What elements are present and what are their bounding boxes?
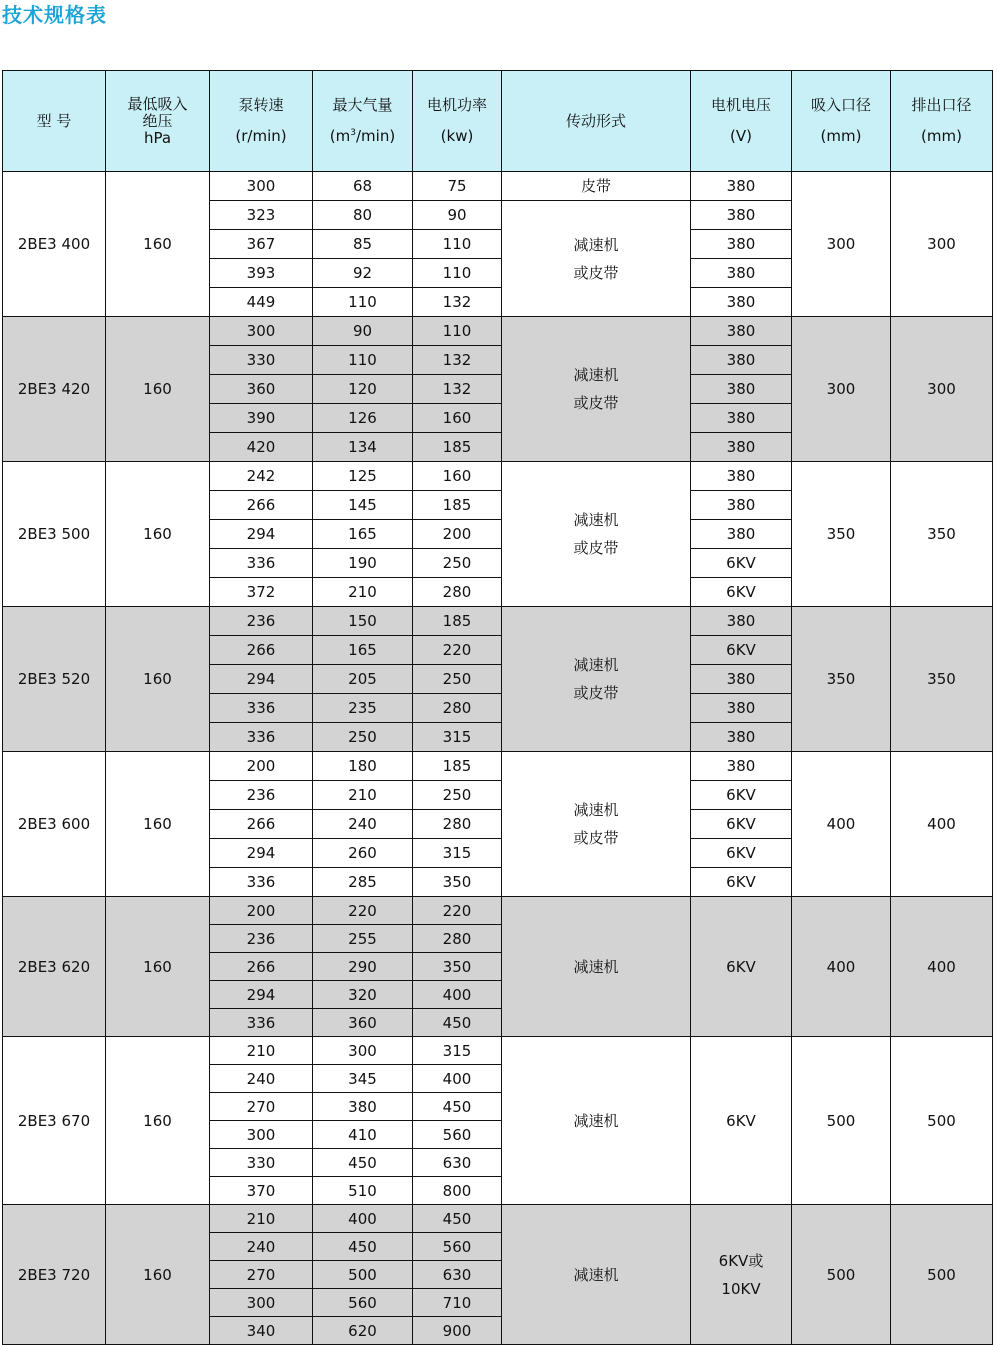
airflow-cell: 90 bbox=[313, 317, 413, 346]
drive-cell bbox=[502, 752, 691, 897]
airflow-cell: 255 bbox=[313, 925, 413, 953]
drive-cell bbox=[502, 317, 691, 462]
airflow-cell: 510 bbox=[313, 1177, 413, 1205]
speed-cell: 449 bbox=[210, 288, 313, 317]
model-cell: 2BE3 600 bbox=[3, 752, 106, 897]
speed-cell: 266 bbox=[210, 810, 313, 839]
voltage-cell-line: 380 bbox=[726, 496, 756, 514]
model-cell: 2BE3 620 bbox=[3, 897, 106, 1037]
voltage-cell bbox=[691, 259, 792, 288]
table-row bbox=[3, 897, 993, 925]
speed-cell: 336 bbox=[210, 723, 313, 752]
power-cell: 315 bbox=[413, 839, 502, 868]
speed-cell: 330 bbox=[210, 346, 313, 375]
drive-cell-line: 或皮带 bbox=[573, 684, 619, 702]
drive-cell-line: 或皮带 bbox=[573, 539, 619, 557]
model-cell: 2BE3 400 bbox=[3, 172, 106, 317]
model-cell: 2BE3 500 bbox=[3, 462, 106, 607]
airflow-cell: 400 bbox=[313, 1205, 413, 1233]
header-inlet: 吸入口径 (mm) bbox=[792, 71, 891, 172]
voltage-cell bbox=[691, 868, 792, 897]
airflow-cell: 126 bbox=[313, 404, 413, 433]
speed-cell: 323 bbox=[210, 201, 313, 230]
voltage-cell bbox=[691, 897, 792, 1037]
voltage-cell-line: 6KV bbox=[726, 554, 756, 572]
voltage-cell bbox=[691, 665, 792, 694]
voltage-cell bbox=[691, 433, 792, 462]
power-cell: 280 bbox=[413, 694, 502, 723]
page-title: 技术规格表 bbox=[2, 3, 107, 27]
power-cell: 560 bbox=[413, 1121, 502, 1149]
outlet-cell: 500 bbox=[891, 1205, 993, 1345]
outlet-cell: 400 bbox=[891, 752, 993, 897]
voltage-cell bbox=[691, 520, 792, 549]
speed-cell: 300 bbox=[210, 172, 313, 201]
voltage-cell-line: 380 bbox=[726, 699, 756, 717]
airflow-cell: 190 bbox=[313, 549, 413, 578]
voltage-cell-line: 380 bbox=[726, 322, 756, 340]
inlet-cell: 500 bbox=[792, 1037, 891, 1205]
speed-cell: 372 bbox=[210, 578, 313, 607]
min-pressure-cell: 160 bbox=[106, 752, 210, 897]
power-cell: 900 bbox=[413, 1317, 502, 1345]
airflow-cell: 110 bbox=[313, 288, 413, 317]
power-cell: 185 bbox=[413, 607, 502, 636]
power-cell: 185 bbox=[413, 491, 502, 520]
voltage-cell-line: 380 bbox=[726, 728, 756, 746]
airflow-cell: 68 bbox=[313, 172, 413, 201]
model-cell: 2BE3 720 bbox=[3, 1205, 106, 1345]
airflow-cell: 300 bbox=[313, 1037, 413, 1065]
power-cell: 132 bbox=[413, 288, 502, 317]
power-cell: 450 bbox=[413, 1205, 502, 1233]
power-cell: 160 bbox=[413, 462, 502, 491]
airflow-cell: 410 bbox=[313, 1121, 413, 1149]
power-cell: 132 bbox=[413, 375, 502, 404]
drive-cell-line: 或皮带 bbox=[573, 263, 619, 282]
power-cell: 250 bbox=[413, 781, 502, 810]
inlet-cell: 400 bbox=[792, 752, 891, 897]
voltage-cell-line: 380 bbox=[726, 293, 756, 311]
speed-cell: 270 bbox=[210, 1093, 313, 1121]
voltage-cell bbox=[691, 375, 792, 404]
voltage-cell-line: 6KV bbox=[726, 786, 756, 804]
outlet-cell: 500 bbox=[891, 1037, 993, 1205]
voltage-cell bbox=[691, 346, 792, 375]
power-cell: 710 bbox=[413, 1289, 502, 1317]
power-cell: 185 bbox=[413, 752, 502, 781]
power-cell: 110 bbox=[413, 230, 502, 259]
voltage-cell-line: 10KV bbox=[721, 1279, 761, 1298]
drive-cell-line: 或皮带 bbox=[573, 829, 619, 847]
drive-cell bbox=[502, 201, 691, 317]
airflow-cell: 450 bbox=[313, 1149, 413, 1177]
voltage-cell bbox=[691, 288, 792, 317]
airflow-cell: 290 bbox=[313, 953, 413, 981]
drive-cell-line: 皮带 bbox=[580, 177, 611, 195]
speed-cell: 240 bbox=[210, 1065, 313, 1093]
voltage-cell bbox=[691, 1205, 792, 1345]
voltage-cell bbox=[691, 230, 792, 259]
voltage-cell-line: 380 bbox=[726, 438, 756, 456]
airflow-cell: 150 bbox=[313, 607, 413, 636]
airflow-cell: 450 bbox=[313, 1233, 413, 1261]
model-cell: 2BE3 670 bbox=[3, 1037, 106, 1205]
voltage-cell bbox=[691, 462, 792, 491]
voltage-cell bbox=[691, 1037, 792, 1205]
voltage-cell bbox=[691, 607, 792, 636]
speed-cell: 294 bbox=[210, 520, 313, 549]
voltage-cell bbox=[691, 404, 792, 433]
inlet-cell: 300 bbox=[792, 317, 891, 462]
header-min-pressure: 最低吸入 绝压 hPa bbox=[106, 71, 210, 172]
drive-cell-line: 减速机 bbox=[573, 656, 619, 674]
header-airflow: 最大气量 $(m^3/\min)$ bbox=[313, 71, 413, 172]
voltage-cell-line: 380 bbox=[726, 612, 756, 630]
power-cell: 200 bbox=[413, 520, 502, 549]
power-cell: 400 bbox=[413, 1065, 502, 1093]
spec-table bbox=[2, 70, 993, 1345]
voltage-cell bbox=[691, 491, 792, 520]
voltage-cell bbox=[691, 317, 792, 346]
speed-cell: 236 bbox=[210, 781, 313, 810]
min-pressure-cell: 160 bbox=[106, 1037, 210, 1205]
airflow-cell: 380 bbox=[313, 1093, 413, 1121]
voltage-cell-line: 6KV或 bbox=[718, 1251, 764, 1270]
min-pressure-cell: 160 bbox=[106, 607, 210, 752]
airflow-cell: 250 bbox=[313, 723, 413, 752]
power-cell: 315 bbox=[413, 723, 502, 752]
drive-cell-line: 减速机 bbox=[573, 235, 619, 254]
power-cell: 280 bbox=[413, 578, 502, 607]
speed-cell: 270 bbox=[210, 1261, 313, 1289]
power-cell: 220 bbox=[413, 636, 502, 665]
voltage-cell bbox=[691, 578, 792, 607]
speed-cell: 367 bbox=[210, 230, 313, 259]
voltage-cell-line: 380 bbox=[726, 177, 756, 195]
airflow-cell: 220 bbox=[313, 897, 413, 925]
voltage-cell bbox=[691, 810, 792, 839]
voltage-cell bbox=[691, 636, 792, 665]
outlet-cell: 400 bbox=[891, 897, 993, 1037]
table-row bbox=[3, 1205, 993, 1233]
power-cell: 630 bbox=[413, 1149, 502, 1177]
voltage-cell-line: 380 bbox=[726, 757, 756, 775]
speed-cell: 370 bbox=[210, 1177, 313, 1205]
voltage-cell-line: 380 bbox=[726, 351, 756, 369]
speed-cell: 200 bbox=[210, 752, 313, 781]
voltage-cell bbox=[691, 781, 792, 810]
table-row bbox=[3, 607, 993, 636]
model-cell: 2BE3 520 bbox=[3, 607, 106, 752]
voltage-cell bbox=[691, 201, 792, 230]
inlet-cell: 500 bbox=[792, 1205, 891, 1345]
power-cell: 400 bbox=[413, 981, 502, 1009]
header-speed: 泵转速 (r/min) bbox=[210, 71, 313, 172]
power-cell: 450 bbox=[413, 1093, 502, 1121]
speed-cell: 210 bbox=[210, 1037, 313, 1065]
voltage-cell-line: 380 bbox=[726, 264, 756, 282]
airflow-cell: 205 bbox=[313, 665, 413, 694]
inlet-cell: 400 bbox=[792, 897, 891, 1037]
voltage-cell-line: 380 bbox=[726, 380, 756, 398]
airflow-cell: 110 bbox=[313, 346, 413, 375]
drive-cell-line: 减速机 bbox=[573, 511, 619, 529]
speed-cell: 242 bbox=[210, 462, 313, 491]
speed-cell: 300 bbox=[210, 317, 313, 346]
header-model: 型 号 bbox=[3, 71, 106, 172]
speed-cell: 266 bbox=[210, 953, 313, 981]
inlet-cell: 350 bbox=[792, 607, 891, 752]
power-cell: 250 bbox=[413, 665, 502, 694]
drive-cell-line: 减速机 bbox=[573, 1111, 619, 1130]
power-cell: 75 bbox=[413, 172, 502, 201]
voltage-cell-line: 6KV bbox=[726, 815, 756, 833]
header-power: 电机功率 (kw) bbox=[413, 71, 502, 172]
drive-cell bbox=[502, 1037, 691, 1205]
header-drive: 传动形式 bbox=[502, 71, 691, 172]
airflow-cell: 360 bbox=[313, 1009, 413, 1037]
speed-cell: 393 bbox=[210, 259, 313, 288]
min-pressure-cell: 160 bbox=[106, 462, 210, 607]
drive-cell bbox=[502, 897, 691, 1037]
airflow-cell: 285 bbox=[313, 868, 413, 897]
drive-cell-line: 减速机 bbox=[573, 801, 619, 819]
voltage-cell bbox=[691, 723, 792, 752]
speed-cell: 390 bbox=[210, 404, 313, 433]
airflow-cell: 145 bbox=[313, 491, 413, 520]
speed-cell: 300 bbox=[210, 1289, 313, 1317]
power-cell: 185 bbox=[413, 433, 502, 462]
header-outlet: 排出口径 (mm) bbox=[891, 71, 993, 172]
airflow-cell: 560 bbox=[313, 1289, 413, 1317]
airflow-cell: 260 bbox=[313, 839, 413, 868]
voltage-cell bbox=[691, 694, 792, 723]
voltage-cell-line: 380 bbox=[726, 235, 756, 253]
speed-cell: 200 bbox=[210, 897, 313, 925]
speed-cell: 420 bbox=[210, 433, 313, 462]
speed-cell: 240 bbox=[210, 1233, 313, 1261]
voltage-cell-line: 380 bbox=[726, 467, 756, 485]
voltage-cell-line: 6KV bbox=[726, 957, 756, 976]
drive-cell bbox=[502, 172, 691, 201]
model-cell: 2BE3 420 bbox=[3, 317, 106, 462]
voltage-cell bbox=[691, 752, 792, 781]
power-cell: 90 bbox=[413, 201, 502, 230]
airflow-cell: 620 bbox=[313, 1317, 413, 1345]
power-cell: 250 bbox=[413, 549, 502, 578]
airflow-cell: 134 bbox=[313, 433, 413, 462]
power-cell: 280 bbox=[413, 810, 502, 839]
speed-cell: 330 bbox=[210, 1149, 313, 1177]
speed-cell: 336 bbox=[210, 868, 313, 897]
drive-cell bbox=[502, 607, 691, 752]
outlet-cell: 350 bbox=[891, 607, 993, 752]
speed-cell: 336 bbox=[210, 549, 313, 578]
power-cell: 160 bbox=[413, 404, 502, 433]
speed-cell: 300 bbox=[210, 1121, 313, 1149]
header-row bbox=[3, 71, 993, 172]
voltage-cell-line: 6KV bbox=[726, 583, 756, 601]
drive-cell-line: 或皮带 bbox=[573, 394, 619, 412]
power-cell: 560 bbox=[413, 1233, 502, 1261]
airflow-cell: 125 bbox=[313, 462, 413, 491]
table-row bbox=[3, 317, 993, 346]
power-cell: 110 bbox=[413, 317, 502, 346]
voltage-cell-line: 6KV bbox=[726, 1111, 756, 1130]
airflow-cell: 180 bbox=[313, 752, 413, 781]
speed-cell: 336 bbox=[210, 1009, 313, 1037]
outlet-cell: 300 bbox=[891, 317, 993, 462]
airflow-cell: 235 bbox=[313, 694, 413, 723]
airflow-cell: 165 bbox=[313, 520, 413, 549]
airflow-cell: 240 bbox=[313, 810, 413, 839]
speed-cell: 336 bbox=[210, 694, 313, 723]
speed-cell: 294 bbox=[210, 665, 313, 694]
table-row bbox=[3, 752, 993, 781]
airflow-cell: 80 bbox=[313, 201, 413, 230]
airflow-cell: 165 bbox=[313, 636, 413, 665]
outlet-cell: 300 bbox=[891, 172, 993, 317]
drive-cell bbox=[502, 1205, 691, 1345]
speed-cell: 266 bbox=[210, 636, 313, 665]
voltage-cell-line: 6KV bbox=[726, 641, 756, 659]
voltage-cell-line: 6KV bbox=[726, 844, 756, 862]
power-cell: 110 bbox=[413, 259, 502, 288]
min-pressure-cell: 160 bbox=[106, 172, 210, 317]
outlet-cell: 350 bbox=[891, 462, 993, 607]
table-row bbox=[3, 462, 993, 491]
drive-cell bbox=[502, 462, 691, 607]
power-cell: 220 bbox=[413, 897, 502, 925]
speed-cell: 266 bbox=[210, 491, 313, 520]
min-pressure-cell: 160 bbox=[106, 1205, 210, 1345]
header-voltage: 电机电压 (V) bbox=[691, 71, 792, 172]
speed-cell: 294 bbox=[210, 839, 313, 868]
airflow-cell: 320 bbox=[313, 981, 413, 1009]
table-row bbox=[3, 172, 993, 201]
speed-cell: 236 bbox=[210, 607, 313, 636]
power-cell: 280 bbox=[413, 925, 502, 953]
table-row bbox=[3, 1037, 993, 1065]
voltage-cell-line: 380 bbox=[726, 206, 756, 224]
drive-cell-line: 减速机 bbox=[573, 957, 619, 976]
speed-cell: 294 bbox=[210, 981, 313, 1009]
airflow-cell: 210 bbox=[313, 781, 413, 810]
airflow-cell: 210 bbox=[313, 578, 413, 607]
airflow-cell: 120 bbox=[313, 375, 413, 404]
speed-cell: 340 bbox=[210, 1317, 313, 1345]
voltage-cell-line: 380 bbox=[726, 670, 756, 688]
power-cell: 132 bbox=[413, 346, 502, 375]
speed-cell: 360 bbox=[210, 375, 313, 404]
speed-cell: 210 bbox=[210, 1205, 313, 1233]
speed-cell: 236 bbox=[210, 925, 313, 953]
inlet-cell: 300 bbox=[792, 172, 891, 317]
airflow-cell: 85 bbox=[313, 230, 413, 259]
voltage-cell-line: 380 bbox=[726, 525, 756, 543]
min-pressure-cell: 160 bbox=[106, 317, 210, 462]
airflow-cell: 92 bbox=[313, 259, 413, 288]
power-cell: 315 bbox=[413, 1037, 502, 1065]
voltage-cell bbox=[691, 549, 792, 578]
power-cell: 800 bbox=[413, 1177, 502, 1205]
inlet-cell: 350 bbox=[792, 462, 891, 607]
drive-cell-line: 减速机 bbox=[573, 366, 619, 384]
power-cell: 350 bbox=[413, 953, 502, 981]
voltage-cell bbox=[691, 839, 792, 868]
airflow-cell: 500 bbox=[313, 1261, 413, 1289]
voltage-cell-line: 380 bbox=[726, 409, 756, 427]
voltage-cell-line: 6KV bbox=[726, 873, 756, 891]
airflow-cell: 345 bbox=[313, 1065, 413, 1093]
power-cell: 630 bbox=[413, 1261, 502, 1289]
power-cell: 450 bbox=[413, 1009, 502, 1037]
voltage-cell bbox=[691, 172, 792, 201]
min-pressure-cell: 160 bbox=[106, 897, 210, 1037]
drive-cell-line: 减速机 bbox=[573, 1265, 619, 1284]
power-cell: 350 bbox=[413, 868, 502, 897]
